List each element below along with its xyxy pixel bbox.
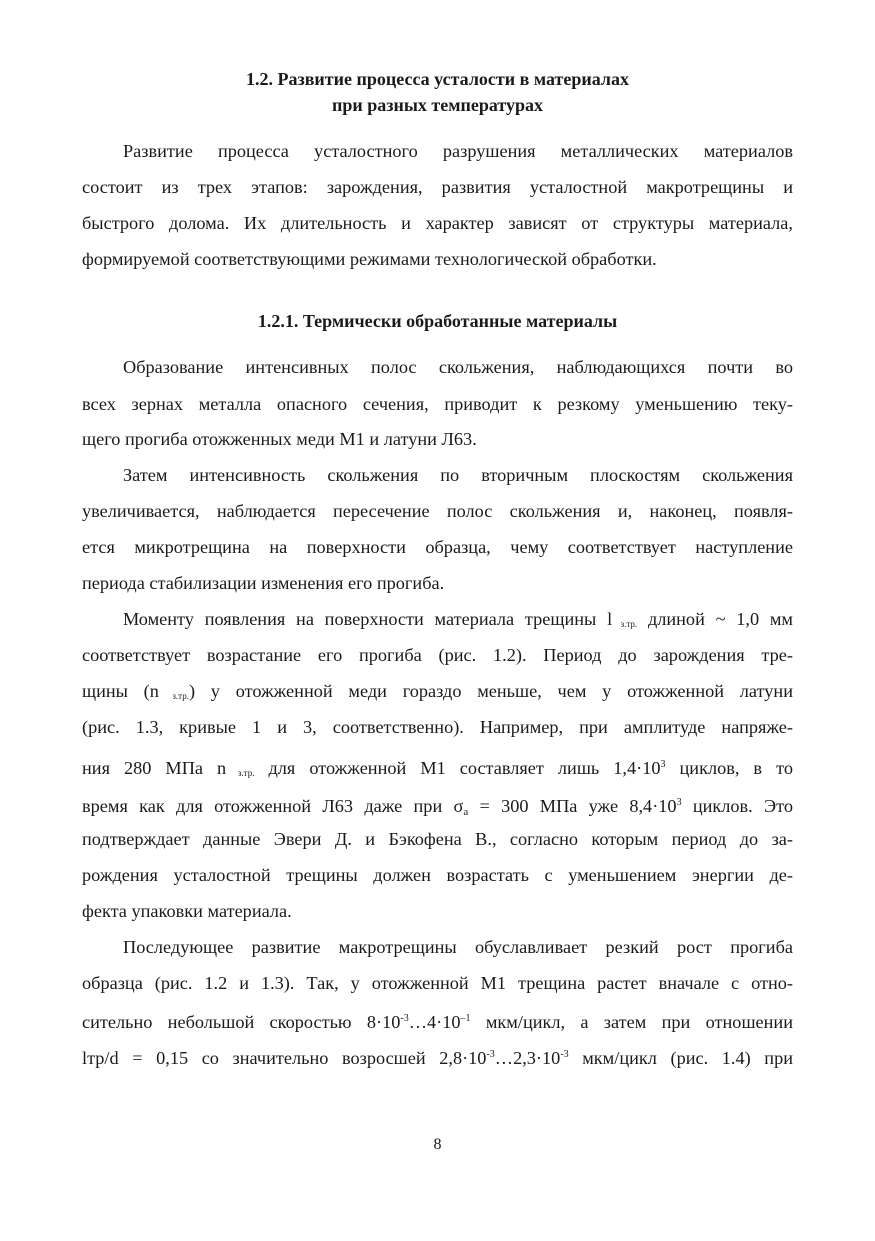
p3-line-5 [82, 752, 793, 786]
p4-text: lтр/d = 0,15 со значительно возросшей 2,8·10 [82, 1048, 487, 1068]
p3-text: для отожженной М1 составляет лишь 1,4·10 [254, 758, 661, 778]
p1-line-3: щего прогиба отожженных меди М1 и латуни Л63. [82, 429, 477, 449]
p3-line-3 [82, 678, 793, 709]
p3-line-7: подтверждает данные Эвери Д. и Бэкофена В., согласно которым период до за- [82, 829, 793, 849]
p3-line-6 [82, 790, 793, 825]
subsection-title: 1.2.1. Термически обработанные материалы [257, 311, 618, 331]
p1-line-2: всех зернах металла опасного сечения, приводит к резкому уменьшению теку- [82, 394, 793, 414]
p1-line-1: Образование интенсивных полос скольжения, наблюдающихся почти во [123, 357, 793, 377]
p4-text: сительно небольшой скоростью 8·10 [82, 1012, 401, 1032]
intro-line-3: быстрого долома. Их длительность и характер зависят от структуры материала, [82, 213, 793, 233]
p3-line-2: соответствует возрастание его прогиба (рис. 1.2). Период до зарождения тре- [82, 645, 793, 665]
p3-text: циклов. Это [681, 796, 793, 816]
superscript: -3 [486, 1049, 495, 1060]
section-title-line-1: 1.2. Развитие процесса усталости в материалах [245, 69, 629, 89]
intro-line-1: Развитие процесса усталостного разрушения металлических материалов [123, 141, 793, 161]
p2-line-1: Затем интенсивность скольжения по вторичным плоскостям скольжения [123, 465, 793, 485]
p3-text: циклов, в то [665, 758, 793, 778]
p3-text: ния 280 МПа n [82, 758, 227, 778]
subscript: a [463, 806, 469, 818]
document-page [82, 0, 793, 1241]
p4-line-2: образца (рис. 1.2 и 1.3). Так, у отожженной М1 трещина растет вначале с отно- [82, 973, 793, 993]
section-title-line-2: при разных температурах [331, 95, 544, 115]
superscript: -3 [560, 1049, 569, 1060]
p3-text: = 300 МПа уже 8,4·10 [468, 796, 677, 816]
p4-line-3 [82, 1006, 793, 1035]
intro-line-2: состоит из трех этапов: зарождения, развития усталостной макротрещины и [82, 177, 793, 197]
superscript: 3 [676, 797, 682, 808]
p3-text: щины (n [82, 681, 159, 701]
p4-line-1: Последующее развитие макротрещины обуславливает резкий рост прогиба [123, 937, 793, 957]
subscript: з.тр. [612, 619, 638, 629]
p4-text: …4·10 [408, 1012, 461, 1032]
superscript: 3 [660, 759, 666, 770]
superscript: –1 [460, 1013, 471, 1024]
superscript: -3 [400, 1013, 409, 1024]
p3-text: Моменту появления на поверхности материала трещины l [123, 609, 613, 629]
p3-text: ) у отожженной меди гораздо меньше, чем у отожженной латуни [188, 681, 793, 701]
p3-line-4: (рис. 1.3, кривые 1 и 3, соответственно). Например, при амплитуде напряже- [82, 717, 793, 737]
p3-text: длиной ~ 1,0 мм [637, 609, 793, 629]
subscript: з.тр. [158, 691, 189, 701]
p2-line-4: периода стабилизации изменения его прогиба. [82, 573, 445, 593]
intro-line-4: формируемой соответствующими режимами технологической обработки. [82, 249, 657, 269]
p4-line-4 [82, 1042, 793, 1071]
p3-line-9: фекта упаковки материала. [82, 901, 292, 921]
p3-line-8: рождения усталостной трещины должен возрастать с уменьшением энергии де- [82, 865, 793, 885]
p4-text: мкм/цикл, а затем при отношении [470, 1012, 793, 1032]
p3-text: время как для отожженной Л63 даже при σ [82, 796, 464, 816]
page-number: 8 [433, 1136, 442, 1153]
p4-text: …2,3·10 [494, 1048, 561, 1068]
p4-text: мкм/цикл (рис. 1.4) при [568, 1048, 793, 1068]
p2-line-2: увеличивается, наблюдается пересечение полос скольжения и, наконец, появля- [82, 501, 793, 521]
subscript: з.тр. [226, 768, 255, 778]
p2-line-3: ется микротрещина на поверхности образца, чему соответствует наступление [82, 537, 793, 557]
p3-line-1 [123, 606, 793, 637]
section-title [82, 66, 793, 118]
